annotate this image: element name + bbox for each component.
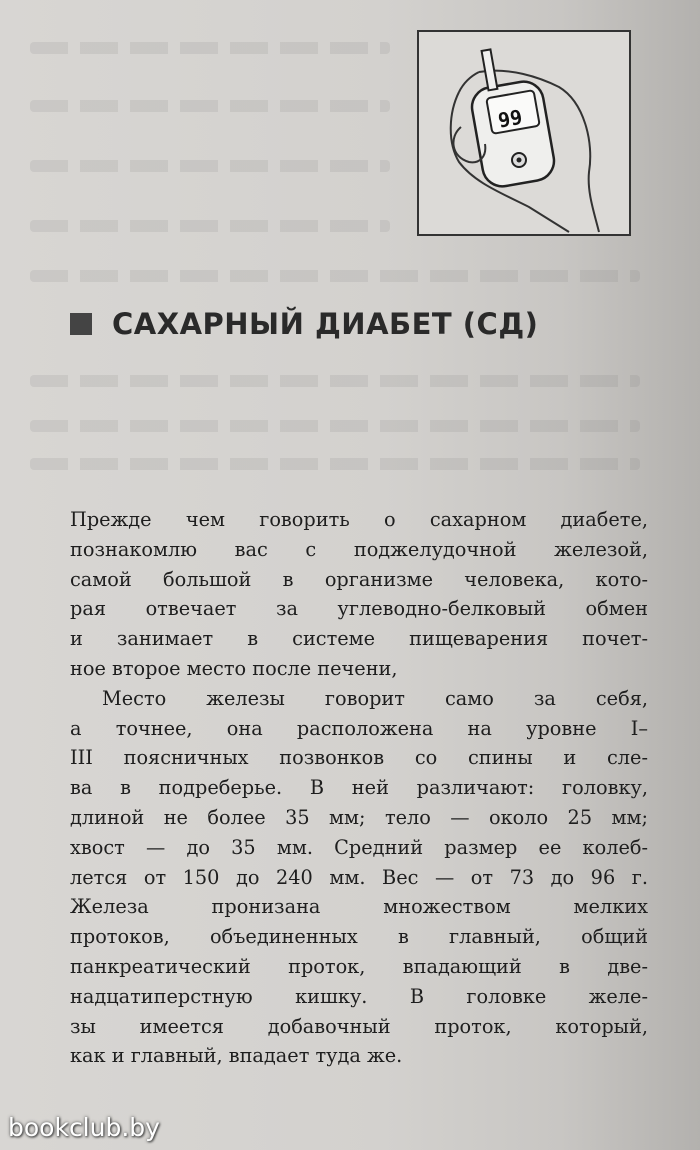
section-heading [70,300,538,348]
text-line: III поясничных позвонков со спины и сле- [70,746,648,770]
text-line: Железа пронизана множеством мелких [70,895,648,919]
text-line: зы имеется добавочный проток, который, [70,1014,648,1038]
text-line: и занимает в системе пищеварения почет- [70,627,648,651]
bleed-through-line [30,42,390,54]
bleed-through-line [30,220,390,232]
text-line: надцатиперстную кишку. В головке желе- [70,984,648,1008]
bleed-through-line [30,160,390,172]
text-line: протоков, объединенных в главный, общий [70,925,648,949]
glucometer-in-hand-icon [419,32,629,234]
bleed-through-line [30,458,640,470]
body-text [70,505,648,1071]
text-line: ное второе место после печени, [70,656,398,680]
glucometer-illustration [417,30,631,236]
text-line: лется от 150 до 240 мм. Вес — от 73 до 96 г. [70,865,648,889]
square-bullet-icon [70,313,92,335]
meter-display: 99 [496,104,525,133]
text-line: ва в подреберье. В ней различают: головку, [70,776,648,800]
text-line: хвост — до 35 мм. Средний размер ее колеб- [70,835,648,859]
watermark: bookclub.by [8,1113,160,1142]
text-line: рая отвечает за углеводно-белковый обмен [70,597,648,621]
bleed-through-line [30,270,640,282]
text-line: панкреатический проток, впадающий в две- [70,954,648,978]
text-line: Место железы говорит само за себя, [102,686,648,710]
bleed-through-line [30,420,640,432]
text-line: Прежде чем говорить о сахарном диабете, [70,508,648,531]
text-line: длиной не более 35 мм; тело — около 25 мм; [70,805,648,829]
text-line: как и главный, впадает туда же. [70,1044,403,1068]
bleed-through-line [30,100,390,112]
text-line: а точнее, она расположена на уровне I– [70,716,648,740]
section-title: САХАРНЫЙ ДИАБЕТ (СД) [112,307,539,341]
text-line: познакомлю вас с поджелудочной железой, [70,537,648,561]
bleed-through-line [30,375,640,387]
text-line: самой большой в организме человека, кото- [70,567,648,591]
